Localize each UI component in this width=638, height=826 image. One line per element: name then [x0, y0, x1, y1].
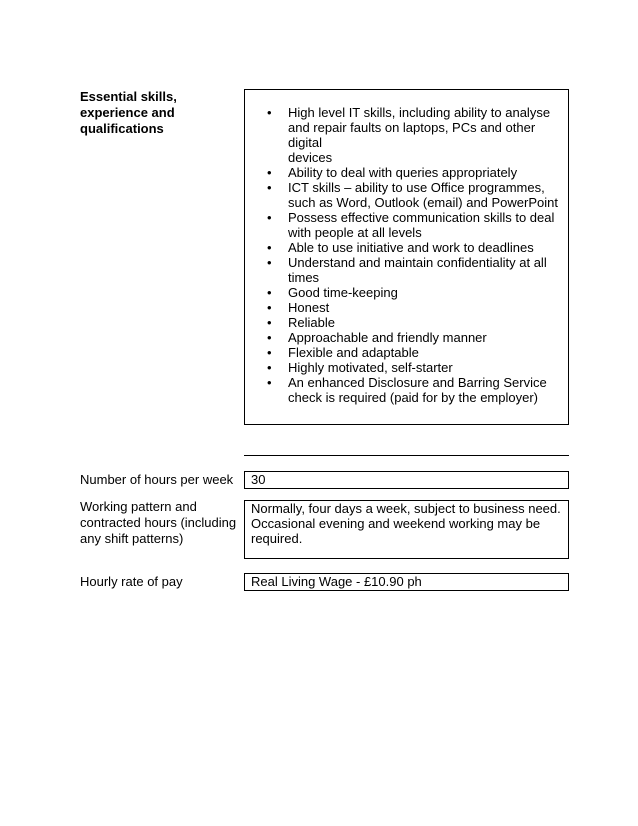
list-item	[267, 375, 560, 405]
skills-label	[80, 89, 240, 137]
bullet-icon: •	[267, 360, 272, 375]
bullet-icon: •	[267, 105, 272, 120]
pattern-label-line: contracted hours (including	[80, 515, 237, 530]
list-item-line: Honest	[288, 300, 330, 315]
list-item-line: Good time-keeping	[288, 285, 398, 300]
bullet-icon: •	[267, 300, 272, 315]
pattern-label-line: Working pattern and	[80, 499, 197, 514]
list-item-line: Highly motivated, self-starter	[288, 360, 453, 375]
skills-list	[267, 105, 560, 405]
pattern-value-line: Occasional evening and weekend working may be	[251, 516, 541, 531]
pattern-field	[244, 500, 569, 559]
bullet-icon: •	[267, 240, 272, 255]
bullet-icon: •	[267, 210, 272, 225]
list-item	[267, 345, 560, 360]
list-item	[267, 285, 560, 300]
list-item	[267, 315, 560, 330]
list-item-line: and repair faults on laptops, PCs and other digital	[288, 120, 536, 150]
bullet-icon: •	[267, 285, 272, 300]
pay-label: Hourly rate of pay	[80, 574, 183, 589]
divider-line	[244, 455, 569, 456]
pattern-label	[80, 499, 240, 547]
bullet-icon: •	[267, 255, 272, 270]
list-item	[267, 210, 560, 240]
list-item-line: ICT skills – ability to use Office programmes,	[288, 180, 545, 195]
list-item	[267, 255, 560, 285]
list-item-line: Ability to deal with queries appropriately	[288, 165, 518, 180]
list-item	[267, 330, 560, 345]
bullet-icon: •	[267, 180, 272, 195]
bullet-icon: •	[267, 345, 272, 360]
skills-box	[244, 89, 569, 425]
skills-label-line: qualifications	[80, 121, 164, 136]
list-item	[267, 105, 560, 165]
list-item-line: Flexible and adaptable	[288, 345, 419, 360]
pattern-value	[245, 501, 568, 546]
list-item	[267, 360, 560, 375]
list-item-line: devices	[288, 150, 333, 165]
list-item-line: Understand and maintain confidentiality at all	[288, 255, 547, 270]
list-item-line: An enhanced Disclosure and Barring Service	[288, 375, 547, 390]
bullet-icon: •	[267, 165, 272, 180]
list-item-line: check is required (paid for by the employer)	[288, 390, 539, 405]
pattern-value-line: Normally, four days a week, subject to business need.	[251, 501, 561, 516]
list-item-line: with people at all levels	[288, 225, 422, 240]
list-item-line: Approachable and friendly manner	[288, 330, 487, 345]
list-item	[267, 240, 560, 255]
pay-field	[244, 573, 569, 591]
pattern-value-line: required.	[251, 531, 303, 546]
skills-label-line: experience and	[80, 105, 175, 120]
bullet-icon: •	[267, 330, 272, 345]
list-item-line: Possess effective communication skills to deal	[288, 210, 555, 225]
list-item-line: Able to use initiative and work to deadlines	[288, 240, 534, 255]
hours-field	[244, 471, 569, 489]
list-item-line: times	[288, 270, 320, 285]
list-item	[267, 180, 560, 210]
hours-label: Number of hours per week	[80, 472, 234, 487]
skills-label-line: Essential skills,	[80, 89, 177, 104]
list-item-line: Reliable	[288, 315, 335, 330]
bullet-icon: •	[267, 375, 272, 390]
hours-value: 30	[251, 472, 266, 487]
list-item-line: such as Word, Outlook (email) and PowerPoint	[288, 195, 558, 210]
list-item	[267, 165, 560, 180]
pay-value: Real Living Wage - £10.90 ph	[251, 574, 422, 589]
pattern-label-line: any shift patterns)	[80, 531, 184, 546]
list-item-line: High level IT skills, including ability to analyse	[288, 105, 551, 120]
list-item	[267, 300, 560, 315]
bullet-icon: •	[267, 315, 272, 330]
